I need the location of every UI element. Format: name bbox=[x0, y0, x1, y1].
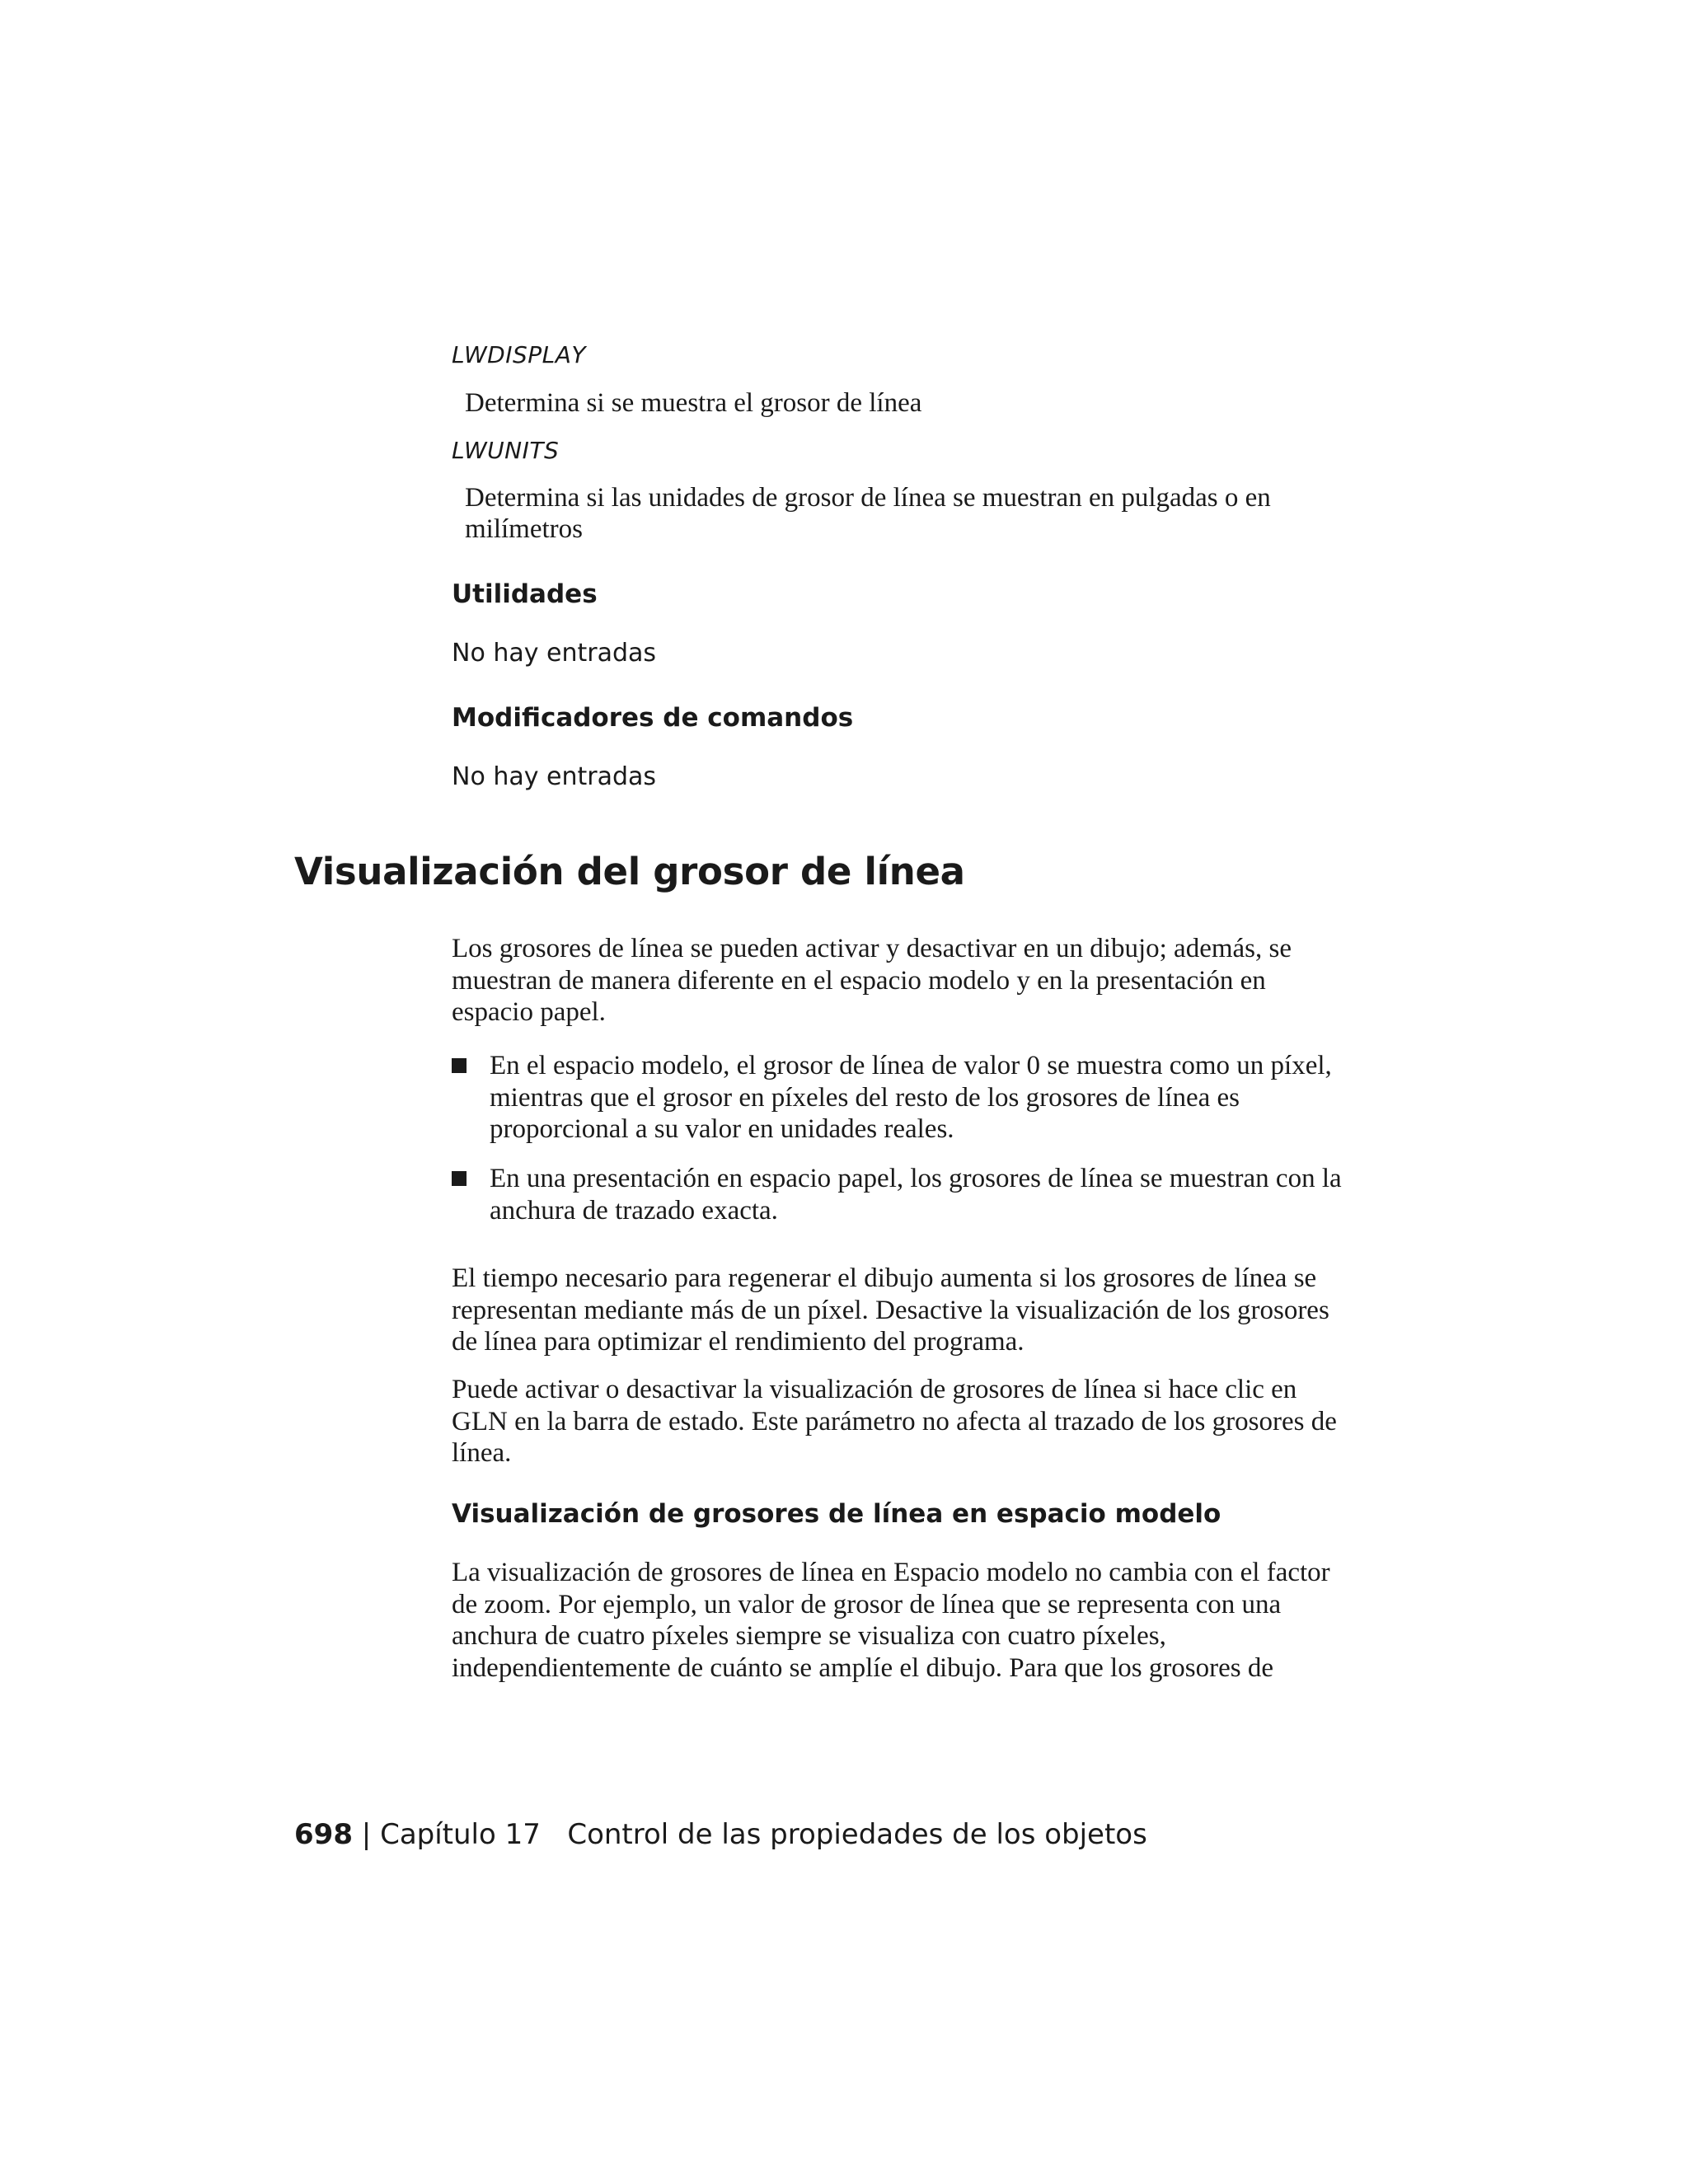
modifiers-text: No hay entradas bbox=[452, 762, 657, 791]
paragraph-regeneration: El tiempo necesario para regenerar el dibujo aumenta si los grosores de línea se representan mediante más de un píxel. Desactive la visualización de los grosores de línea para optimizar el rendimiento del programa. bbox=[452, 1263, 1329, 1357]
paragraph-toggle: Puede activar o desactivar la visualización de grosores de línea si hace clic en GLN en la barra de estado. Este parámetro no afecta al trazado de los grosores de línea. bbox=[452, 1375, 1337, 1468]
utilities-heading: Utilidades bbox=[452, 579, 598, 609]
section-title: Visualización del grosor de línea bbox=[294, 850, 965, 893]
section-intro: Los grosores de línea se pueden activar y desactivar en un dibujo; además, se muestran de manera diferente en el espacio modelo y en la presentación en espacio papel. bbox=[452, 934, 1292, 1027]
square-bullet-icon bbox=[452, 1058, 467, 1073]
footer-separator: | bbox=[361, 1818, 372, 1851]
page-footer bbox=[294, 1818, 1147, 1851]
bullet-text: En el espacio modelo, el grosor de línea de valor 0 se muestra como un píxel, mientras que el grosor en píxeles del resto de los grosores de línea es proporcional a su valor en unidades reales. bbox=[490, 1051, 1332, 1144]
chapter-title: Control de las propiedades de los objetos bbox=[567, 1818, 1147, 1851]
chapter-label: Capítulo 17 bbox=[380, 1818, 541, 1851]
variable-description-lwunits: Determina si las unidades de grosor de línea se muestran en pulgadas o en milímetros bbox=[465, 483, 1271, 544]
variable-description-lwdisplay: Determina si se muestra el grosor de línea bbox=[465, 388, 922, 418]
page-number: 698 bbox=[294, 1818, 353, 1851]
subsection-title: Visualización de grosores de línea en espacio modelo bbox=[452, 1499, 1221, 1529]
square-bullet-icon bbox=[452, 1171, 467, 1186]
variable-name-lwunits: LWUNITS bbox=[452, 437, 560, 464]
utilities-text: No hay entradas bbox=[452, 639, 657, 668]
subsection-text: La visualización de grosores de línea en Espacio modelo no cambia con el factor de zoom. Por ejemplo, un valor de grosor de línea que se representa con una anchura de cuatro píxeles siempre se visualiza con cuatro píxeles, independientemente de cuánto se amplíe el dibujo. Para que los grosores de bbox=[452, 1558, 1330, 1683]
variable-name-lwdisplay: LWDISPLAY bbox=[452, 341, 586, 368]
modifiers-heading: Modificadores de comandos bbox=[452, 703, 854, 733]
bullet-text: En una presentación en espacio papel, los grosores de línea se muestran con la anchura de trazado exacta. bbox=[490, 1164, 1342, 1226]
